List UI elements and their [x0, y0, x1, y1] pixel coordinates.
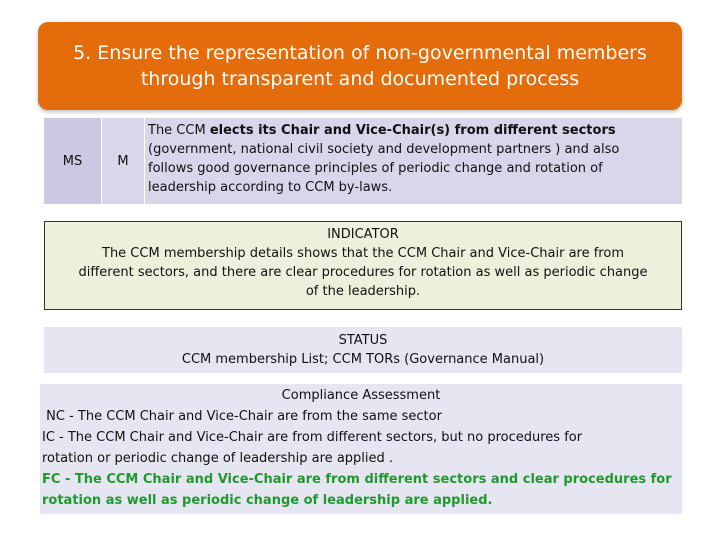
slide-title [61, 40, 659, 92]
requirement-row [44, 118, 682, 204]
compliance-fc-line2: rotation as well as periodic change of leadership are applied. [42, 493, 493, 508]
requirement-line1-bold: elects its Chair and Vice-Chair(s) from different sectors [209, 123, 616, 138]
status-box [44, 327, 682, 373]
compliance-heading: Compliance Assessment [281, 388, 441, 403]
requirement-type-cell [44, 118, 101, 204]
requirement-line1-prefix: The CCM [148, 123, 210, 138]
indicator-box [44, 221, 682, 310]
indicator-heading: INDICATOR [327, 227, 399, 242]
requirement-type-code: MS [62, 153, 83, 169]
slide-title-banner [38, 22, 682, 110]
slide-title-line1: 5. Ensure the representation of non-governmental members [73, 42, 647, 64]
compliance-nc: NC - The CCM Chair and Vice-Chair are from the same sector [42, 409, 442, 424]
requirement-line3: follows good governance principles of periodic change and rotation of [148, 161, 603, 176]
indicator-line2: different sectors, and there are clear procedures for rotation as well as periodic change [78, 265, 648, 280]
compliance-fc-line1: FC - The CCM Chair and Vice-Chair are from different sectors and clear procedures for [42, 472, 672, 487]
compliance-assessment-box [40, 384, 682, 514]
requirement-description [144, 118, 682, 204]
status-text: CCM membership List; CCM TORs (Governance Manual) [181, 352, 545, 367]
slide-title-line2: through transparent and documented process [140, 68, 580, 90]
requirement-level-code: M [117, 153, 129, 169]
requirement-level-cell [101, 118, 144, 204]
requirement-line4: leadership according to CCM by-laws. [148, 180, 393, 195]
compliance-ic-line2: rotation or periodic change of leadership are applied . [42, 451, 394, 466]
requirement-line2: (government, national civil society and development partners ) and also [148, 142, 620, 157]
indicator-line1: The CCM membership details shows that the CCM Chair and Vice-Chair are from [102, 246, 624, 261]
requirement-line1 [148, 121, 674, 140]
status-heading: STATUS [338, 333, 388, 348]
compliance-ic-line1: IC - The CCM Chair and Vice-Chair are from different sectors, but no procedures for [42, 430, 583, 445]
indicator-line3: of the leadership. [305, 284, 421, 299]
